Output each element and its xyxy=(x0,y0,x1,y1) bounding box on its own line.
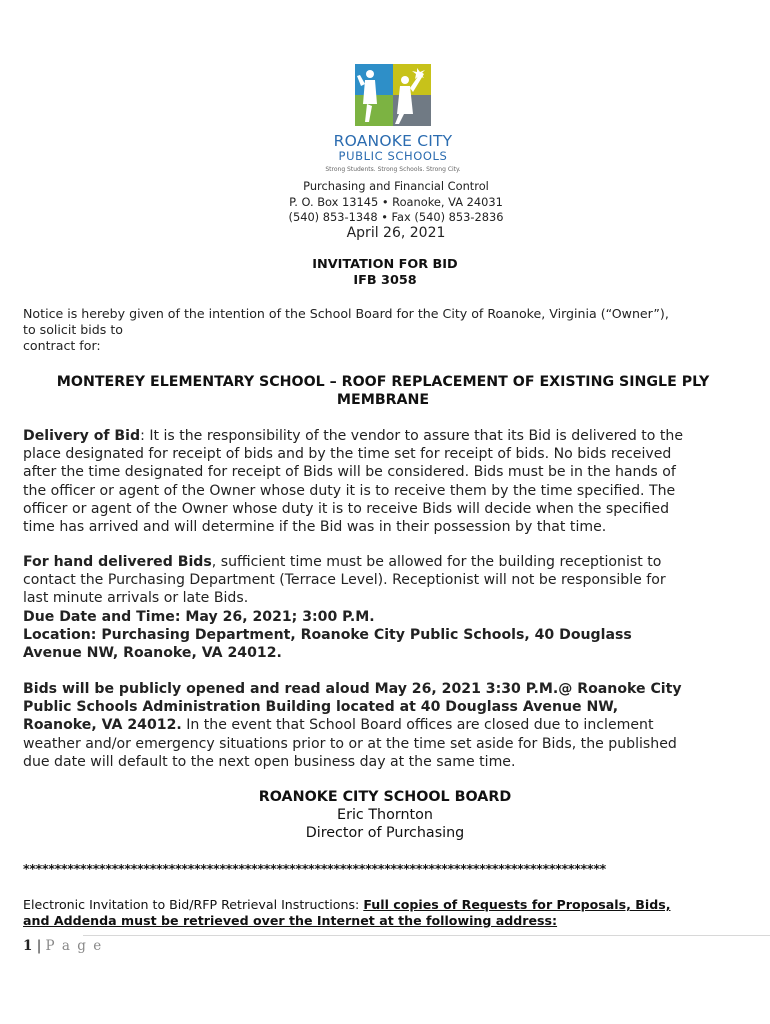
bid-number: IFB 3058 xyxy=(353,273,417,288)
page-footer xyxy=(23,938,103,954)
footer-separator: | xyxy=(32,938,46,954)
project-title xyxy=(23,373,743,409)
electronic-underlined: Full copies of Requests for Proposals, Bids, xyxy=(363,897,671,912)
address-line-2: P. O. Box 13145 • Roanoke, VA 24031 xyxy=(289,195,503,209)
delivery-text: officer or agent of the Owner whose duty it is to receive Bids will decide when the specified xyxy=(23,500,670,517)
address-line-1: Purchasing and Financial Control xyxy=(303,179,489,193)
electronic-prefix: Electronic Invitation to Bid/RFP Retrieval Instructions: xyxy=(23,897,364,912)
hand-delivery-text: , sufficient time must be allowed for the building receptionist to xyxy=(211,554,662,570)
bid-opening-text: due date will default to the next open business day at the same time. xyxy=(23,753,516,770)
notice-line: Notice is hereby given of the intention of the School Board for the City of Roanoke, Virginia (“Owner”), xyxy=(23,306,669,321)
project-title-line: MONTEREY ELEMENTARY SCHOOL – ROOF REPLACEMENT OF EXISTING SINGLE PLY xyxy=(56,374,710,390)
electronic-instructions xyxy=(23,897,748,929)
bid-opening-text: In the event that School Board offices are closed due to inclement xyxy=(181,717,654,734)
bid-opening-bold: Public Schools Administration Building located at 40 Douglass Avenue NW, xyxy=(23,699,619,716)
delivery-text: time has arrived and will determine if the Bid was in their possession by that time. xyxy=(23,519,607,536)
roanoke-city-public-schools-logo xyxy=(355,64,431,126)
bid-opening-text: weather and/or emergency situations prior to or at the time set aside for Bids, the published xyxy=(23,735,677,752)
location-line: Location: Purchasing Department, Roanoke City Public Schools, 40 Douglass xyxy=(23,626,632,643)
project-title-line: MEMBRANE xyxy=(336,392,430,408)
page-label: P a g e xyxy=(45,938,103,954)
location-line: Avenue NW, Roanoke, VA 24012. xyxy=(23,645,282,662)
delivery-text: after the time designated for receipt of Bids will be considered. Bids must be in the hands of xyxy=(23,464,676,481)
due-date: Due Date and Time: May 26, 2021; 3:00 P.M. xyxy=(23,608,375,625)
electronic-underlined: and Addenda must be retrieved over the Internet at the following address: xyxy=(23,913,558,928)
document-title: INVITATION FOR BID xyxy=(312,257,458,272)
bid-opening-bold: Roanoke, VA 24012. xyxy=(23,717,182,734)
signature-name: Eric Thornton xyxy=(337,807,433,823)
page-number: 1 xyxy=(23,938,33,954)
notice-line: to solicit bids to xyxy=(23,322,123,337)
asterisk-separator: ******************************************************************************************** xyxy=(23,861,606,876)
address-line-3: (540) 853-1348 • Fax (540) 853-2836 xyxy=(288,210,504,224)
hand-delivery-text: contact the Purchasing Department (Terrace Level). Receptionist will not be responsible for xyxy=(23,572,666,589)
logo-tagline: Strong Students. Strong Schools. Strong City. xyxy=(325,166,461,173)
document-date: April 26, 2021 xyxy=(346,225,446,241)
notice-line: contract for: xyxy=(23,338,101,353)
footer-rule xyxy=(83,935,770,936)
hand-delivery-paragraph xyxy=(23,553,741,662)
signature-title: Director of Purchasing xyxy=(305,825,465,841)
delivery-text: : It is the responsibility of the vendor to assure that its Bid is delivered to the xyxy=(140,428,684,444)
bid-opening-paragraph xyxy=(23,680,741,771)
logo-subtitle: PUBLIC SCHOOLS xyxy=(338,149,448,163)
delivery-paragraph xyxy=(23,427,741,536)
delivery-text: place designated for receipt of bids and by the time set for receipt of bids. No bids received xyxy=(23,446,672,463)
logo-name: ROANOKE CITY xyxy=(333,132,453,150)
delivery-label: Delivery of Bid xyxy=(23,428,141,444)
hand-delivery-label: For hand delivered Bids xyxy=(23,554,212,570)
delivery-text: the officer or agent of the Owner whose duty it is to receive them by the time specified. The xyxy=(23,482,676,499)
notice-paragraph xyxy=(23,306,748,354)
signature-org: ROANOKE CITY SCHOOL BOARD xyxy=(258,789,512,805)
bid-opening-bold: Bids will be publicly opened and read aloud May 26, 2021 3:30 P.M.@ Roanoke City xyxy=(23,681,682,697)
hand-delivery-text: last minute arrivals or late Bids. xyxy=(23,590,249,607)
